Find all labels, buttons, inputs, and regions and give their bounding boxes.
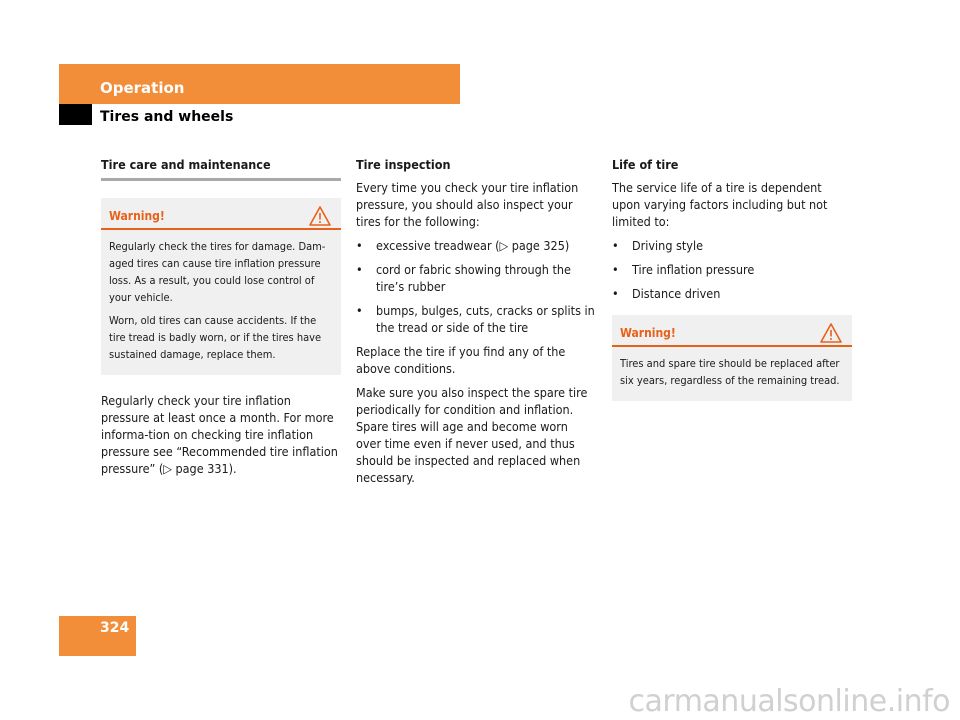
body-paragraph: Every time you check your tire inflation pressure, you should also inspect your tires for the following: [356, 180, 579, 229]
list-item [612, 285, 852, 302]
heading-life-of-tire: Life of tire [612, 157, 679, 172]
warning-text [101, 230, 341, 375]
list-item-text: cord or fabric showing through the tire’s rubber [376, 262, 571, 294]
subsection-title: Tires and wheels [100, 109, 234, 125]
list-item-text: excessive treadwear (▷ page 325) [376, 238, 570, 253]
column-tire-inspection [356, 156, 596, 493]
list-item-text: bumps, bulges, cuts, cracks or splits in the tread or side of the tire [376, 303, 595, 335]
heading-tire-inspection: Tire inspection [356, 157, 451, 172]
list-item [612, 261, 852, 278]
bullet-icon: • [612, 238, 619, 253]
warning-paragraph: Regularly check the tires for damage. Dam-aged tires can cause tire inflation pressure loss. As a result, you could lose control of your vehicle. [109, 240, 326, 304]
body-paragraph: Regularly check your tire inflation pressure at least once a month. For more informa-tion on checking tire inflation pressure see “Recommended tire inflation pressure” (▷ page 331). [101, 393, 338, 476]
warning-paragraph: Worn, old tires can cause accidents. If the tire tread is badly worn, or if the tires have sustained damage, replace them. [109, 314, 322, 361]
body-paragraph: Replace the tire if you find any of the above conditions. [356, 344, 566, 376]
warning-label: Warning! [109, 208, 165, 223]
list-item [356, 302, 596, 336]
inspection-list [356, 237, 596, 336]
warning-label: Warning! [620, 325, 676, 340]
warning-header [101, 198, 341, 230]
list-item-text: Tire inflation pressure [632, 262, 755, 277]
bullet-icon: • [612, 262, 619, 277]
list-item-text: Distance driven [632, 286, 721, 301]
bullet-icon: • [356, 238, 363, 253]
list-item-text: Driving style [632, 238, 703, 253]
list-item [356, 237, 596, 254]
list-item [356, 261, 596, 295]
watermark: carmanualsonline.info [628, 684, 950, 719]
bullet-icon: • [356, 262, 363, 277]
list-item [612, 237, 852, 254]
warning-text [612, 347, 852, 401]
heading-tire-care: Tire care and maintenance [101, 156, 341, 181]
warning-box-damage [101, 198, 341, 375]
body-paragraph: The service life of a tire is dependent upon varying factors including but not limited to: [612, 180, 828, 229]
warning-triangle-icon [309, 206, 331, 226]
subsection-marker [59, 104, 92, 125]
bullet-icon: • [356, 303, 363, 318]
warning-triangle-icon [820, 323, 842, 343]
bullet-icon: • [612, 286, 619, 301]
warning-header [612, 315, 852, 347]
body-paragraph: Make sure you also inspect the spare tire periodically for condition and inflation. Spare tires will age and become worn over time even if never used, and thus should be inspected and replaced when necessary. [356, 385, 588, 485]
page-number: 324 [100, 620, 130, 636]
section-title: Operation [100, 79, 185, 97]
factor-list [612, 237, 852, 302]
column-life-of-tire [612, 156, 852, 418]
column-tire-care [101, 156, 341, 484]
warning-paragraph: Tires and spare tire should be replaced after six years, regardless of the remaining tread. [620, 357, 840, 387]
warning-box-age [612, 315, 852, 401]
